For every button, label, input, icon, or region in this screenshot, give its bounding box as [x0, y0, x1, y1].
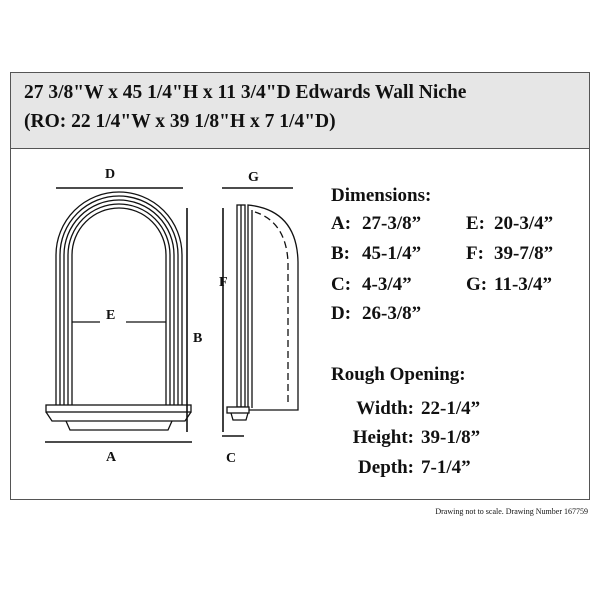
- front-view-frame: [56, 192, 182, 410]
- label-d: D: [105, 167, 116, 182]
- rough-opening-height-label: Height:: [352, 427, 414, 448]
- dimension-a-label: A:: [331, 213, 352, 234]
- product-title: 27 3/8"W x 45 1/4"H x 11 3/4"D Edwards Wall Niche: [24, 82, 467, 103]
- label-g: G: [248, 170, 259, 185]
- dimension-c-label: C:: [331, 274, 352, 295]
- rough-opening-height-value: 39-1/8”: [421, 427, 481, 448]
- dimension-e-value: 20-3/4”: [494, 213, 554, 234]
- side-view: [227, 205, 298, 420]
- label-c: C: [226, 451, 237, 466]
- dimension-b-value: 45-1/4”: [362, 243, 422, 264]
- label-b: B: [193, 331, 203, 346]
- dimension-e-label: E:: [466, 213, 485, 234]
- rough-opening-depth-label: Depth:: [358, 457, 414, 478]
- drawing-note: Drawing not to scale. Drawing Number 167759: [435, 507, 588, 516]
- label-e: E: [106, 308, 116, 323]
- dimension-d-label: D:: [331, 303, 352, 324]
- dimension-f-label: F:: [466, 243, 484, 264]
- dimension-g-label: G:: [466, 274, 488, 295]
- dimension-f-value: 39-7/8”: [494, 243, 554, 264]
- dimension-c-value: 4-3/4”: [362, 274, 412, 295]
- rough-opening-title: (RO: 22 1/4"W x 39 1/8"H x 7 1/4"D): [24, 111, 336, 132]
- label-a: A: [106, 450, 117, 465]
- dimension-g-value: 11-3/4”: [494, 274, 553, 295]
- rough-opening-depth-value: 7-1/4”: [421, 457, 471, 478]
- rough-opening-width-value: 22-1/4”: [421, 398, 481, 419]
- dimensions-heading: Dimensions:: [331, 185, 432, 206]
- dimension-b-label: B:: [331, 243, 350, 264]
- dimension-a-value: 27-3/8”: [362, 213, 422, 234]
- dimension-d-value: 26-3/8”: [362, 303, 422, 324]
- label-f: F: [219, 275, 228, 290]
- rough-opening-width-label: Width:: [356, 398, 414, 419]
- front-view-shelf: [46, 405, 191, 430]
- rough-opening-heading: Rough Opening:: [331, 364, 466, 385]
